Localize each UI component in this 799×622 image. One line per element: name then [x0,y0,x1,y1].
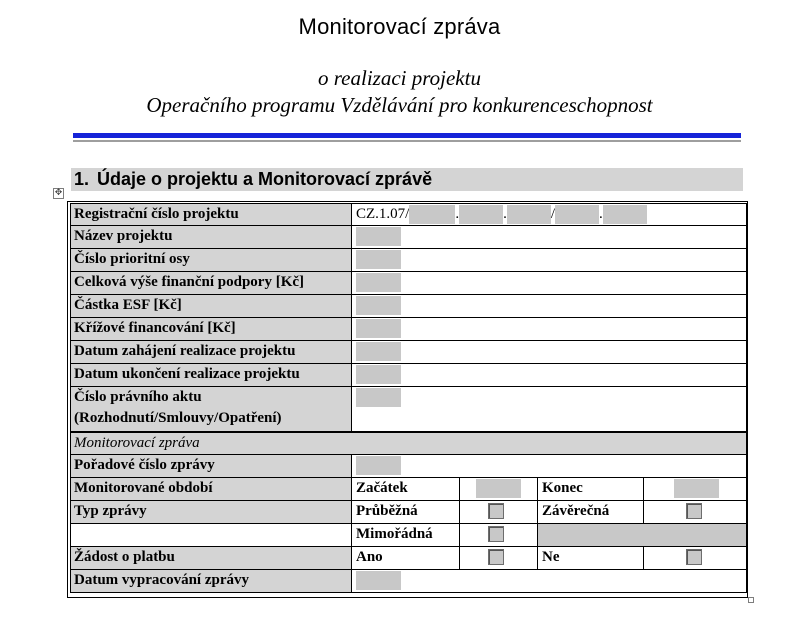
type-extraordinary-label: Mimořádná [356,526,433,542]
table-row-total-support [70,272,747,295]
document-title: Monitorovací zpráva [298,14,501,39]
section-number: 1. [74,169,90,189]
end-date-label: Datum ukončení realizace projektu [71,364,352,386]
prepared-date-field[interactable] [356,571,401,590]
registration-part-3-field[interactable] [507,205,551,224]
period-label: Monitorované období [71,478,352,500]
type-extra-shaded-cell [537,524,746,546]
table-row-start-date [70,341,747,364]
period-start-cell [459,478,537,500]
table-row-cross-financing [70,318,747,341]
end-date-field[interactable] [356,365,401,384]
section-heading-text: Údaje o projektu a Monitorovací zprávě [97,169,433,189]
registration-sep: / [550,206,556,222]
type-final-cell [643,501,746,523]
start-date-cell [352,341,746,363]
registration-number-field[interactable] [352,204,746,225]
table-row-priority-axis [70,249,747,272]
prepared-date-cell [352,570,746,592]
legal-act-label-line2: (Rozhodnutí/Smlouvy/Opatření) [74,410,282,426]
priority-axis-cell [352,249,746,271]
table-move-handle-icon[interactable]: ✥ [54,188,63,198]
type-final-checkbox[interactable] [686,503,702,519]
legal-act-label-line1: Číslo právního aktu [74,389,202,405]
table-row-report-type-extra [70,524,747,547]
payment-no-label: Ne [537,547,643,569]
table-row-payment-request [70,547,747,570]
report-section-label: Monitorovací zpráva [70,432,747,455]
payment-request-label: Žádost o platbu [71,547,352,569]
table-row-period [70,478,747,501]
report-type-label: Typ zprávy [71,501,352,523]
project-name-field[interactable] [356,227,401,246]
sequence-field[interactable] [356,456,401,475]
type-interim-checkbox[interactable] [488,503,504,519]
total-support-cell [352,272,746,294]
table-row-report-type [70,501,747,524]
registration-prefix: CZ.1.07/ [356,206,410,222]
cross-financing-label: Křížové financování [Kč] [71,318,352,340]
payment-yes-cell [459,547,537,569]
period-start-field[interactable] [476,479,521,498]
esf-amount-label: Částka ESF [Kč] [71,295,352,317]
table-row-esf-amount [70,295,747,318]
legal-act-label [71,387,352,431]
project-name-label: Název projektu [71,226,352,248]
document-subtitle-line2: Operačního programu Vzdělávání pro konkurenceschopnost [146,93,653,117]
period-end-field[interactable] [674,479,719,498]
esf-amount-cell [352,295,746,317]
table-row-legal-act [70,387,747,432]
type-extraordinary-checkbox[interactable] [488,526,504,542]
period-end-label: Konec [537,478,643,500]
prepared-date-label: Datum vypracování zprávy [71,570,352,592]
sequence-cell [352,455,746,477]
priority-axis-label: Číslo prioritní osy [71,249,352,271]
registration-part-5-field[interactable] [603,205,647,224]
table-row-end-date [70,364,747,387]
table-row-sequence [70,455,747,478]
project-name-cell [352,226,746,248]
registration-part-2-field[interactable] [459,205,503,224]
blue-divider-rule [73,133,741,138]
table-row-prepared-date [70,570,747,593]
registration-label: Registrační číslo projektu [71,204,352,225]
payment-no-cell [643,547,746,569]
registration-sep: . [503,206,507,222]
gray-divider-rule [73,140,741,142]
total-support-label: Celková výše finanční podpory [Kč] [71,272,352,294]
payment-no-checkbox[interactable] [686,549,702,565]
type-extraordinary-cell [459,524,537,546]
table-resize-handle[interactable] [748,597,754,603]
cross-financing-field[interactable] [356,319,401,338]
cross-financing-cell [352,318,746,340]
total-support-field[interactable] [356,273,401,292]
period-start-label: Začátek [356,480,408,496]
priority-axis-field[interactable] [356,250,401,269]
type-interim-label: Průběžná [356,503,418,519]
section-heading [71,168,743,191]
payment-yes-checkbox[interactable] [488,549,504,565]
legal-act-field[interactable] [356,388,401,407]
registration-sep: . [455,206,460,222]
payment-yes-label: Ano [356,549,383,565]
sequence-label: Pořadové číslo zprávy [71,455,352,477]
report-type-extra-label [71,524,352,546]
document-subtitle-line1: o realizaci projektu [318,66,481,90]
start-date-field[interactable] [356,342,401,361]
start-date-label: Datum zahájení realizace projektu [71,341,352,363]
period-end-cell [643,478,746,500]
legal-act-cell [352,387,746,431]
table-row-name [70,226,747,249]
table-row-registration [70,203,747,226]
registration-sep: . [599,206,603,222]
registration-part-1-field[interactable] [409,205,455,224]
esf-amount-field[interactable] [356,296,401,315]
end-date-cell [352,364,746,386]
type-final-label: Závěrečná [537,501,643,523]
type-interim-cell [459,501,537,523]
registration-part-4-field[interactable] [555,205,599,224]
